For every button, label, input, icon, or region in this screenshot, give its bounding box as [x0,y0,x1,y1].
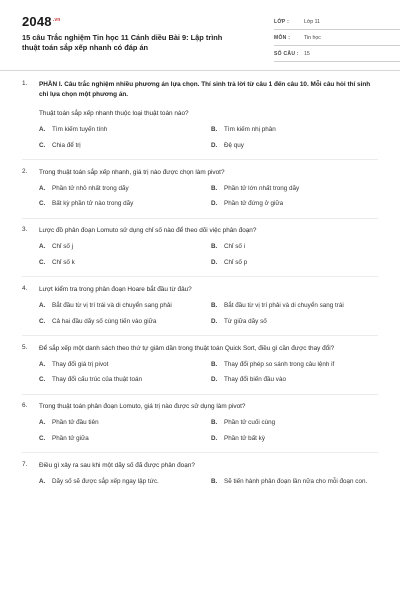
option-letter: C. [39,258,46,266]
option-text: Dãy số sẽ được sắp xếp ngay lập tức. [52,478,159,486]
answer-option[interactable] [39,477,211,487]
question-number: 5. [22,343,28,351]
answer-options [39,242,378,267]
answer-option[interactable] [211,317,383,327]
option-letter: A. [39,126,46,133]
answer-option[interactable] [39,199,211,209]
option-text: Sẽ tiến hành phân đoạn lần nữa cho mỗi đoạn con. [224,478,368,486]
answer-options [39,477,378,487]
question-number: 1. [22,80,28,87]
answer-option[interactable] [39,258,211,268]
answer-option[interactable] [39,418,211,428]
question-item [22,461,378,487]
option-text: Chỉ số i [224,243,245,251]
question-list [22,80,378,487]
question-text: Thuật toán sắp xếp nhanh thuộc loại thuật toán nào? [39,110,189,117]
option-letter: D. [211,376,218,384]
option-letter: D. [211,141,218,149]
option-letter: C. [39,141,46,149]
option-text: Tìm kiếm nhị phân [224,126,276,133]
option-letter: A. [39,184,46,192]
option-letter: B. [211,184,218,192]
option-text: Cả hai đầu dãy số cùng tiến vào giữa [52,317,157,325]
logo-main: 2048 [22,14,52,29]
meta-label: SỐ CÂU : [274,50,299,57]
option-letter: B. [211,419,218,427]
answer-option[interactable] [39,184,211,194]
option-text: Tìm kiếm tuyến tính [52,126,108,133]
answer-option[interactable] [211,258,383,268]
option-letter: C. [39,434,46,442]
option-text: Thay đổi cấu trúc của thuật toán [52,376,142,384]
section-intro: PHẦN I. Câu trắc nghiệm nhiều phương án lựa chọn. Thí sinh trả lời từ câu 1 đến câu 10. Mỗi câu hỏi thí sinh chỉ lựa chọn một phương án. [39,81,371,98]
option-text: Thay đổi biến đầu vào [224,376,286,384]
option-text: Chỉ số k [52,258,75,266]
answer-option[interactable] [211,375,383,385]
question-text: Điều gì xảy ra sau khi một dãy số đã được phân đoạn? [39,462,195,470]
question-text: Trong thuật toán phân đoạn Lomuto, giá trị nào được sử dụng làm pivot? [39,403,246,411]
question-divider [22,394,378,395]
header-divider [0,70,400,71]
question-text: Trong thuật toán sắp xếp nhanh, giá trị nào được chọn làm pivot? [39,168,225,176]
meta-row-subject [274,30,400,46]
answer-options [39,184,378,209]
answer-option[interactable] [211,477,383,487]
option-letter: C. [39,317,46,325]
option-text: Phần tử đứng ở giữa [224,200,284,208]
question-text: Lượt kiểm tra trong phân đoạn Hoare bắt đầu từ đâu? [39,286,192,294]
option-letter: D. [211,317,218,325]
page-title: 15 câu Trắc nghiệm Tin học 11 Cánh diều Bài 9: Lập trình thuật toán sắp xếp nhanh có đáp án [22,33,223,52]
option-text: Chỉ số j [52,243,73,251]
option-letter: D. [211,434,218,442]
option-text: Chia để trị [52,141,81,149]
option-letter: A. [39,478,46,486]
answer-options [39,301,378,326]
option-text: Bắt đầu từ vị trí phải và di chuyển sang trái [224,302,344,310]
answer-option[interactable] [211,418,383,428]
answer-option[interactable] [39,301,211,311]
answer-option[interactable] [211,301,383,311]
question-number: 2. [22,167,28,175]
option-text: Chỉ số p [224,258,248,266]
question-number: 4. [22,285,28,293]
question-divider [22,335,378,336]
option-text: Từ giữa dãy số [224,317,267,325]
option-letter: C. [39,200,46,208]
answer-option[interactable] [211,199,383,209]
logo-sub: .vn [52,16,61,23]
answer-option[interactable] [211,242,383,252]
option-text: Phần tử giữa [52,434,89,442]
question-divider [22,218,378,219]
option-letter: D. [211,200,218,208]
question-divider [22,452,378,453]
header [22,14,378,62]
question-item [22,402,378,443]
meta-value: 15 [304,50,310,57]
meta-row-count [274,46,400,62]
question-item [22,168,378,209]
answer-option[interactable] [39,317,211,327]
answer-options [39,418,378,443]
option-text: Bất kỳ phần tử nào trong dãy [52,200,134,208]
option-letter: B. [211,126,218,133]
option-letter: A. [39,243,46,251]
question-divider [22,276,378,277]
question-item [22,285,378,326]
question-item [22,226,378,267]
answer-option[interactable] [39,242,211,252]
question-text: Lược đồ phân đoạn Lomuto sử dụng chỉ số nào để theo dõi việc phân đoạn? [39,227,257,235]
option-letter: D. [211,258,218,266]
answer-option[interactable] [39,360,211,370]
question-divider [22,159,378,160]
option-text: Đệ quy [224,141,244,149]
question-item [22,80,378,150]
meta-table [274,14,400,62]
option-text: Thay đổi giá trị pivot [52,360,109,368]
option-letter: C. [39,376,46,384]
meta-row-class [274,14,400,30]
question-number: 7. [22,461,28,469]
question-number: 3. [22,226,28,234]
option-letter: A. [39,360,46,368]
option-text: Bắt đầu từ vị trí trái và di chuyển sang phải [52,302,172,310]
meta-label: LỚP : [274,18,290,25]
question-item [22,344,378,385]
option-text: Phần tử lớn nhất trong dãy [224,184,300,192]
answer-options [39,360,378,385]
answer-option[interactable] [211,434,383,444]
question-text: Để sắp xếp một danh sách theo thứ tự giảm dần trong thuật toán Quick Sort, điều gì cần được thay đổi? [39,344,335,352]
answer-option[interactable] [211,125,383,135]
answer-option[interactable] [39,141,211,151]
answer-options [39,125,378,150]
answer-option[interactable] [39,375,211,385]
meta-value: Lớp 11 [304,18,320,25]
option-text: Phần tử đầu tiên [52,419,99,427]
meta-value: Tin học [304,34,321,41]
option-text: Phần tử cuối cùng [224,419,276,427]
answer-option[interactable] [211,360,383,370]
option-letter: A. [39,302,46,310]
option-letter: A. [39,419,46,427]
option-letter: B. [211,302,218,310]
site-logo[interactable] [22,14,61,29]
option-text: Thay đổi phép so sánh trong câu lệnh if [224,360,335,368]
option-text: Phần tử nhỏ nhất trong dãy [52,184,129,192]
option-letter: B. [211,478,218,486]
answer-option[interactable] [39,125,211,135]
meta-label: MÔN : [274,34,291,41]
answer-option[interactable] [211,141,383,151]
answer-option[interactable] [211,184,383,194]
option-letter: B. [211,360,218,368]
option-letter: B. [211,243,218,251]
question-number: 6. [22,402,28,410]
answer-option[interactable] [39,434,211,444]
option-text: Phần tử bất kỳ [224,434,265,442]
